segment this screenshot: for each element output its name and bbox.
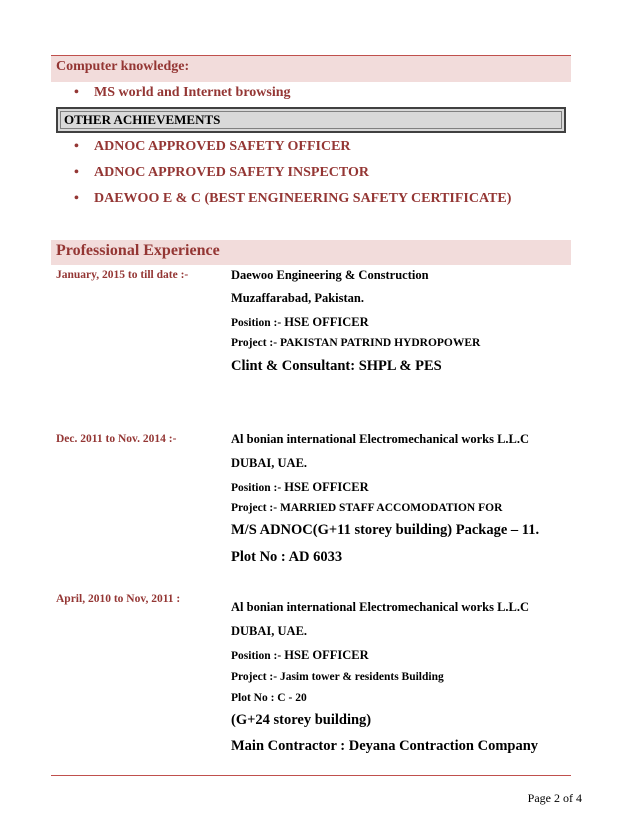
job-position: Position :- HSE OFFICER: [231, 480, 369, 494]
achievement-item: • ADNOC APPROVED SAFETY INSPECTOR: [74, 165, 369, 180]
achievements-header: [56, 107, 566, 133]
job-project-detail: M/S ADNOC(G+11 storey building) Package – 11.: [231, 522, 540, 538]
page-number: Page 2 of 4: [527, 791, 582, 805]
computer-item: • MS world and Internet browsing: [74, 85, 291, 100]
job-location: Muzaffarabad, Pakistan.: [231, 291, 364, 305]
job-project: Project :- PAKISTAN PATRIND HYDROPOWER: [231, 337, 481, 349]
bullet-icon: •: [74, 191, 79, 206]
job-project: Project :- MARRIED STAFF ACCOMODATION FOR: [231, 502, 503, 514]
job-company: Al bonian international Electromechanical works L.L.C: [231, 432, 530, 446]
experience-title: Professional Experience: [56, 242, 220, 259]
bullet-icon: •: [74, 85, 79, 100]
job-plot: Plot No : C - 20: [231, 692, 307, 704]
job-plot: Plot No : AD 6033: [231, 549, 343, 565]
job-date: January, 2015 to till date :-: [56, 269, 189, 281]
achievements-title: OTHER ACHIEVEMENTS: [64, 112, 221, 127]
job-date: April, 2010 to Nov, 2011 :: [56, 593, 181, 605]
job-date: Dec. 2011 to Nov. 2014 :-: [56, 433, 177, 445]
bullet-icon: •: [74, 165, 79, 180]
achievement-item: • DAEWOO E & C (BEST ENGINEERING SAFETY CERTIFICATE): [74, 191, 512, 206]
bullet-icon: •: [74, 139, 79, 154]
job-position: Position :- HSE OFFICER: [231, 648, 369, 662]
job-contractor: Main Contractor : Deyana Contraction Company: [231, 738, 539, 754]
achievement-item: • ADNOC APPROVED SAFETY OFFICER: [74, 139, 351, 154]
job-location: DUBAI, UAE.: [231, 624, 308, 638]
job-project: Project :- Jasim tower & residents Building: [231, 671, 444, 683]
computer-section-title: Computer knowledge:: [56, 59, 190, 74]
job-project-detail: (G+24 storey building): [231, 712, 372, 728]
footer-rule: [51, 775, 571, 776]
job-company: Daewoo Engineering & Construction: [231, 268, 429, 282]
job-consultant: Clint & Consultant: SHPL & PES: [231, 358, 442, 374]
job-location: DUBAI, UAE.: [231, 456, 308, 470]
job-position: Position :- HSE OFFICER: [231, 315, 369, 329]
job-company: Al bonian international Electromechanical works L.L.C: [231, 600, 530, 614]
